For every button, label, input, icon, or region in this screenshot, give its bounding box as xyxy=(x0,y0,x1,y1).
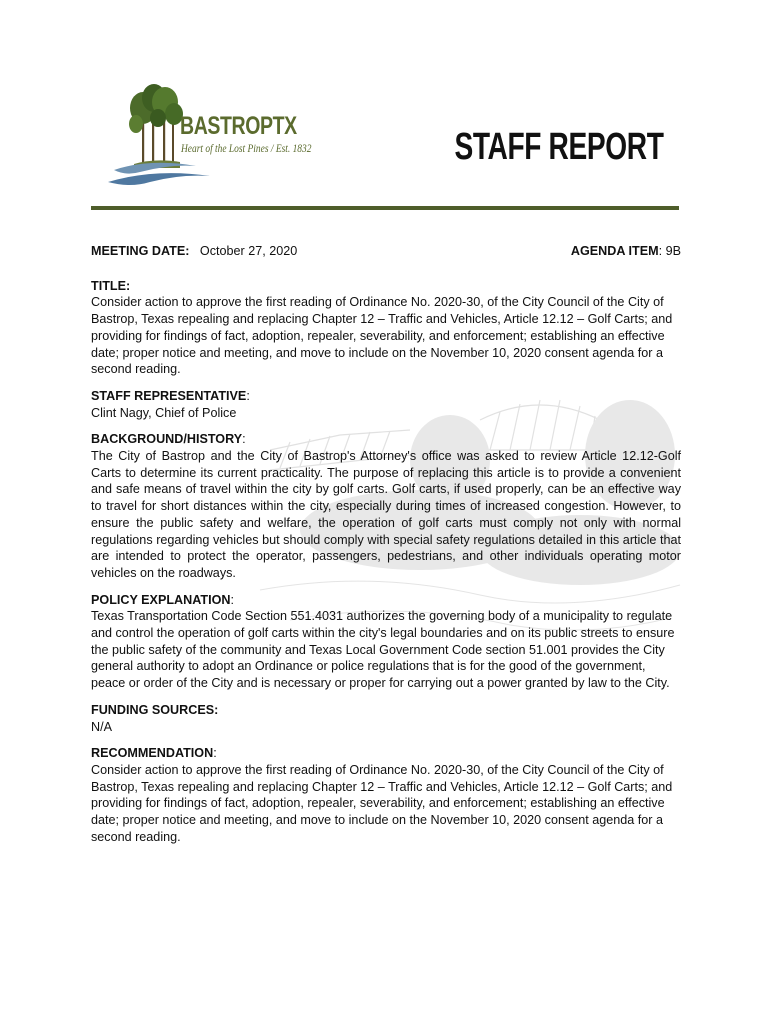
section-recommendation xyxy=(91,745,681,845)
section-title-body: Consider action to approve the first reading of Ordinance No. 2020-30, of the City Council of the City of Bastrop, Texas repealing and replacing Chapter 12 – Traffic and Vehicles, Article 12.12 – Golf Carts; and providing for findings of fact, adoption, repealer, severability, and enforcement; establishing an effective date; proper notice and meeting, and move to include on the November 10, 2020 consent agenda for a second reading. xyxy=(91,295,673,377)
water-icon xyxy=(114,163,196,174)
logo-wordmark: BASTROPTX xyxy=(180,112,297,140)
section-title-heading: TITLE: xyxy=(91,278,131,293)
agenda-item-label: AGENDA ITEM xyxy=(570,244,659,258)
section-funding xyxy=(91,702,681,735)
section-policy-body: Texas Transportation Code Section 551.4031 authorizes the governing body of a municipality to regulate and control the operation of golf carts within the city's legal boundaries and on its public streets to ensure the public safety of the community and Texas Local Government Code section 51.001 provides the City general authority to adopt an Ordinance or police regulations that is for the good of the government, peace or order of the City and is necessary or proper for carrying out a power granted by law to the City. xyxy=(91,609,675,691)
logo-tagline: Heart of the Lost Pines / Est. 1832 xyxy=(181,143,312,155)
meta-row xyxy=(91,243,681,260)
section-staff-colon: : xyxy=(246,388,250,403)
section-funding-body: N/A xyxy=(91,719,112,734)
pine-trees-icon xyxy=(129,84,183,168)
section-staff-heading: STAFF REPRESENTATIVE xyxy=(91,388,247,403)
section-staff xyxy=(91,388,681,421)
section-background xyxy=(91,431,681,581)
meeting-date xyxy=(91,243,297,260)
section-background-body: The City of Bastrop and the City of Bastrop's Attorney's office was asked to review Article 12.12-Golf Carts to determine its current practicality. The purpose of replacing this article is to provide a convenient and safe means of travel within the city by golf carts. Golf carts, if used properly, can be an effective way to travel for short distances within the city, especially during times of increased congestion. However, to ensure the public safety and welfare, the operation of golf carts must comply not only with normal regulations regarding vehicles but should comply with special safety regulations detailed in this article that are intended to protect the operator, passengers, pedestrians, and other individuals operating motor vehicles on the roadways. xyxy=(91,449,681,580)
section-recommendation-heading: RECOMMENDATION xyxy=(91,746,214,761)
section-policy-colon: : xyxy=(230,592,234,607)
section-recommendation-colon: : xyxy=(213,746,217,761)
agenda-item xyxy=(571,243,681,260)
section-policy xyxy=(91,592,681,692)
section-policy-heading: POLICY EXPLANATION xyxy=(91,592,231,607)
meeting-date-label: MEETING DATE: xyxy=(91,244,190,258)
report-body xyxy=(91,243,681,856)
header-divider xyxy=(91,206,679,210)
section-funding-heading: FUNDING SOURCES: xyxy=(91,702,219,717)
section-recommendation-body: Consider action to approve the first reading of Ordinance No. 2020-30, of the City Council of the City of Bastrop, Texas repealing and replacing Chapter 12 – Traffic and Vehicles, Article 12.12 – Golf Carts; and providing for findings of fact, adoption, repealer, severability, and enforcement; establishing an effective date; proper notice and meeting, and move to include on the November 10, 2020 consent agenda for a second reading. xyxy=(91,762,673,844)
meeting-date-value: October 27, 2020 xyxy=(199,244,298,258)
section-background-colon: : xyxy=(242,432,246,447)
section-staff-body: Clint Nagy, Chief of Police xyxy=(91,405,237,420)
agenda-item-value: : 9B xyxy=(658,244,681,258)
report-title: STAFF REPORT xyxy=(454,126,664,168)
section-title xyxy=(91,278,681,378)
section-background-heading: BACKGROUND/HISTORY xyxy=(91,432,243,447)
